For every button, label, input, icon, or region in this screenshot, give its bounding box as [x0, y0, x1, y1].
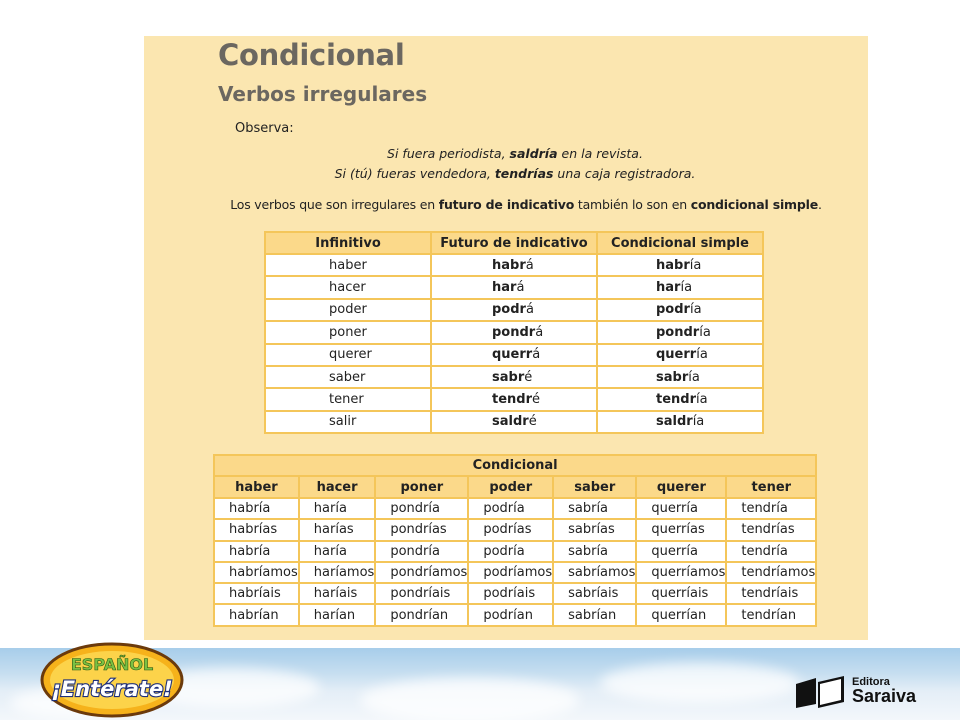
- conjugation-cell: habría: [214, 541, 299, 562]
- conjugation-cell: tendríamos: [726, 562, 816, 583]
- condicional-cell: saldría: [597, 411, 763, 433]
- conjugation-cell: tendríais: [726, 583, 816, 604]
- header-futuro: Futuro de indicativo: [431, 232, 597, 254]
- conjugation-cell: pondría: [375, 498, 468, 519]
- conjugation-cell: pondrían: [375, 604, 468, 625]
- espanol-enterate-logo: [40, 638, 190, 718]
- saraiva-book-icon: [794, 676, 848, 710]
- conjugation-cell: haría: [299, 541, 376, 562]
- conjugation-cell: haría: [299, 498, 376, 519]
- conjugation-cell: tendría: [726, 498, 816, 519]
- verb-header-1: hacer: [299, 476, 376, 498]
- conjugation-cell: sabría: [553, 498, 636, 519]
- verb-header-4: saber: [553, 476, 636, 498]
- observa-label: Observa:: [235, 121, 294, 136]
- conjugation-table: [213, 454, 817, 627]
- verb-header-6: tener: [726, 476, 816, 498]
- condicional-cell: tendría: [597, 388, 763, 410]
- futuro-cell: tendré: [431, 388, 597, 410]
- conjugation-cell: pondrías: [375, 519, 468, 540]
- table-row: [265, 321, 763, 343]
- table-row: [214, 519, 816, 540]
- conjugation-cell: podrías: [468, 519, 553, 540]
- saraiva-line2: Saraiva: [852, 686, 917, 706]
- conjugation-cell: querría: [636, 498, 726, 519]
- verb-header-5: querer: [636, 476, 726, 498]
- conjugation-cell: podría: [468, 541, 553, 562]
- conjugation-cell: tendrían: [726, 604, 816, 625]
- table-row: [214, 562, 816, 583]
- futuro-cell: pondrá: [431, 321, 597, 343]
- conjugation-cell: haríais: [299, 583, 376, 604]
- svg-text:ESPAÑOL: ESPAÑOL: [70, 655, 154, 674]
- verb-header-3: poder: [468, 476, 553, 498]
- header-condicional: Condicional simple: [597, 232, 763, 254]
- infinitive-cell: hacer: [265, 276, 431, 298]
- conjugation-cell: habrían: [214, 604, 299, 625]
- condicional-cell: pondría: [597, 321, 763, 343]
- conjugation-cell: podrían: [468, 604, 553, 625]
- futuro-cell: sabré: [431, 366, 597, 388]
- conjugation-cell: tendrías: [726, 519, 816, 540]
- table-row: [265, 299, 763, 321]
- conjugation-cell: pondríamos: [375, 562, 468, 583]
- table-header-row: [265, 232, 763, 254]
- table-row: [265, 276, 763, 298]
- conjugation-cell: tendría: [726, 541, 816, 562]
- conjugation-cell: harían: [299, 604, 376, 625]
- infinitive-cell: haber: [265, 254, 431, 276]
- condicional-cell: podría: [597, 299, 763, 321]
- irregular-verbs-table: [264, 231, 764, 434]
- conjugation-cell: podría: [468, 498, 553, 519]
- conjugation-cell: harías: [299, 519, 376, 540]
- header-infinitivo: Infinitivo: [265, 232, 431, 254]
- condicional-cell: sabría: [597, 366, 763, 388]
- conjugation-cell: podríais: [468, 583, 553, 604]
- conjugation-cell: podríamos: [468, 562, 553, 583]
- infinitive-cell: saber: [265, 366, 431, 388]
- conjugation-cell: habríais: [214, 583, 299, 604]
- page-title: Condicional: [218, 38, 405, 72]
- table-row: [214, 498, 816, 519]
- infinitive-cell: querer: [265, 344, 431, 366]
- conjugation-cell: pondríais: [375, 583, 468, 604]
- conjugation-cell: querría: [636, 541, 726, 562]
- table-row: [265, 388, 763, 410]
- example-sentence-2: Si (tú) fueras vendedora, tendrías una caja registradora.: [334, 166, 696, 181]
- table-row: [214, 583, 816, 604]
- condicional-cell: querría: [597, 344, 763, 366]
- conjugation-table-title: Condicional: [214, 455, 816, 476]
- infinitive-cell: poner: [265, 321, 431, 343]
- conjugation-cell: sabrían: [553, 604, 636, 625]
- table-row: [214, 604, 816, 625]
- conjugation-cell: sabríais: [553, 583, 636, 604]
- rule-sentence: Los verbos que son irregulares en futuro de indicativo también lo son en condicional simple.: [230, 197, 822, 212]
- infinitive-cell: tener: [265, 388, 431, 410]
- conjugation-cell: habrías: [214, 519, 299, 540]
- infinitive-cell: salir: [265, 411, 431, 433]
- svg-text:¡Entérate!: ¡Entérate!: [51, 677, 173, 701]
- conjugation-cell: sabría: [553, 541, 636, 562]
- infinitive-cell: poder: [265, 299, 431, 321]
- condicional-cell: habría: [597, 254, 763, 276]
- table-row: [265, 366, 763, 388]
- conjugation-cell: querrías: [636, 519, 726, 540]
- futuro-cell: hará: [431, 276, 597, 298]
- conjugation-cell: sabrías: [553, 519, 636, 540]
- saraiva-line1: Editora: [852, 676, 890, 688]
- table-row: [265, 254, 763, 276]
- conjugation-cell: habría: [214, 498, 299, 519]
- conjugation-cell: sabríamos: [553, 562, 636, 583]
- table-row: [214, 541, 816, 562]
- futuro-cell: podrá: [431, 299, 597, 321]
- conjugation-cell: pondría: [375, 541, 468, 562]
- futuro-cell: habrá: [431, 254, 597, 276]
- example-sentence-1: Si fuera periodista, saldría en la revista.: [387, 146, 643, 161]
- conjugation-cell: haríamos: [299, 562, 376, 583]
- table-row: [265, 411, 763, 433]
- table-row: [265, 344, 763, 366]
- conjugation-cell: querrían: [636, 604, 726, 625]
- futuro-cell: saldré: [431, 411, 597, 433]
- futuro-cell: querrá: [431, 344, 597, 366]
- conjugation-cell: querríais: [636, 583, 726, 604]
- conjugation-cell: habríamos: [214, 562, 299, 583]
- verb-header-0: haber: [214, 476, 299, 498]
- verb-header-2: poner: [375, 476, 468, 498]
- condicional-cell: haría: [597, 276, 763, 298]
- conjugation-cell: querríamos: [636, 562, 726, 583]
- page-subtitle: Verbos irregulares: [218, 82, 428, 106]
